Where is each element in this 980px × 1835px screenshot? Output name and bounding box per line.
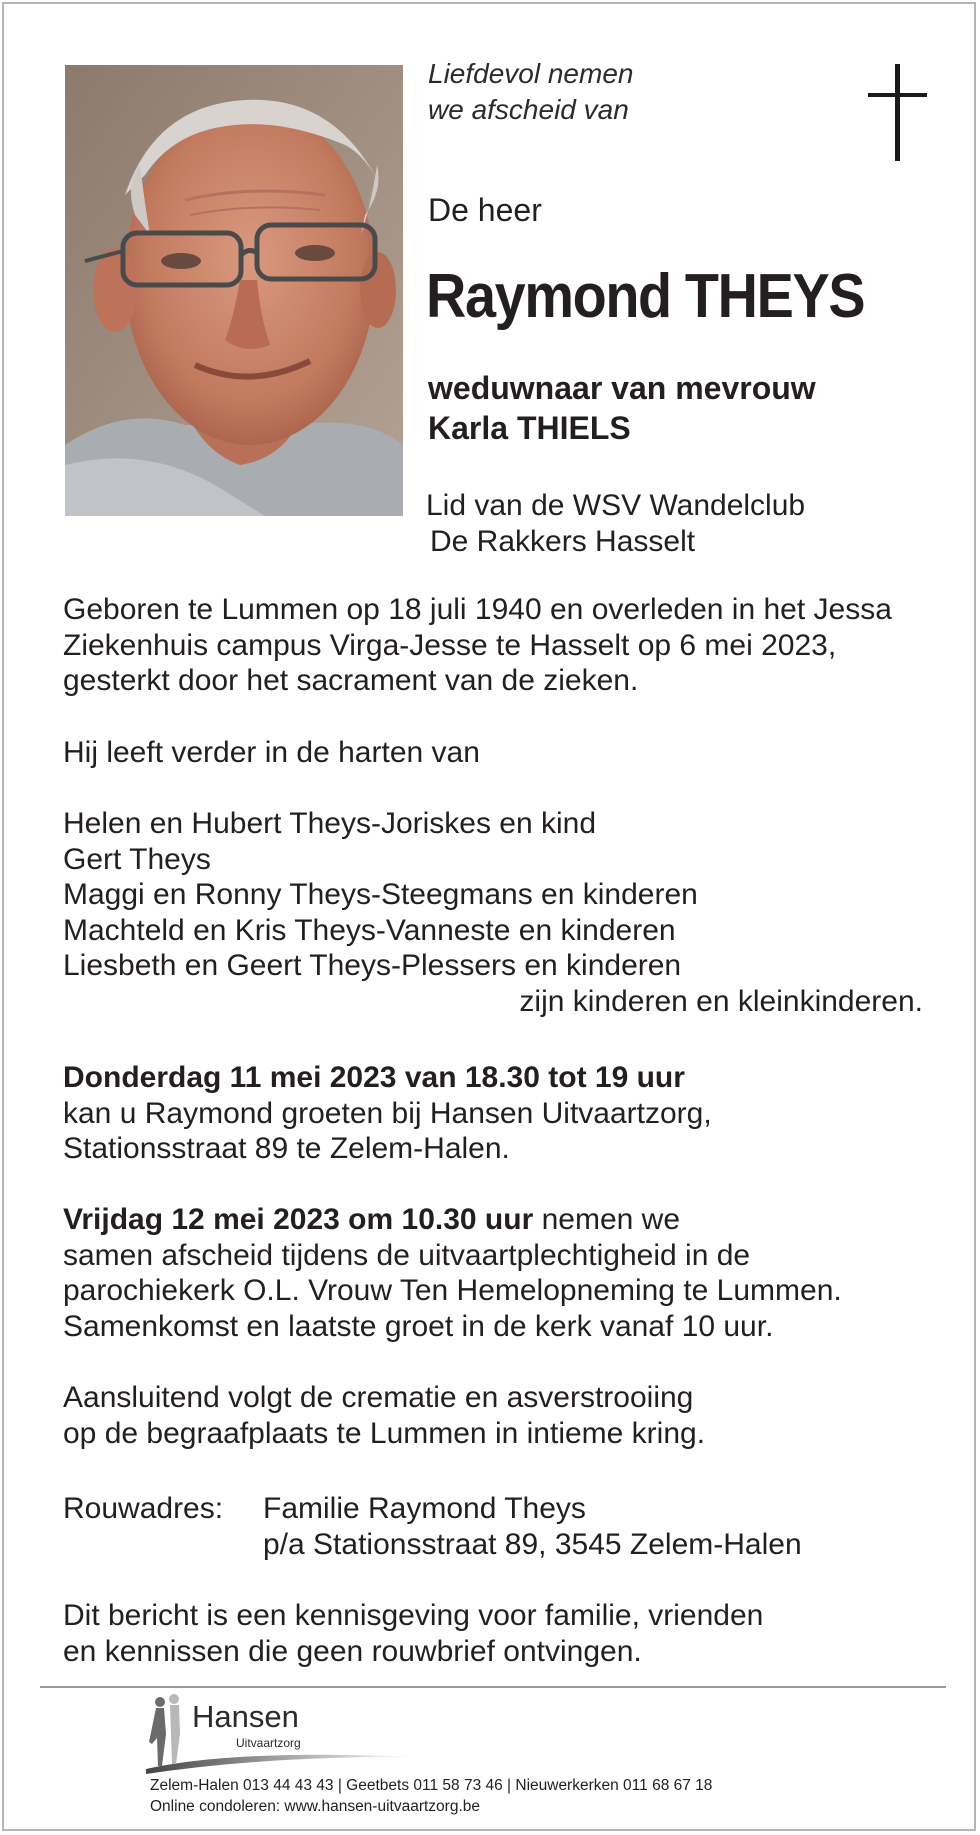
logo-name: Hansen [192, 1699, 299, 1734]
ceremony-line: samen afscheid tijdens de uitvaartplechtigheid in de [63, 1238, 751, 1272]
birth-line: Ziekenhuis campus Virga-Jesse te Hasselt op 6 mei 2023, [63, 628, 837, 662]
birth-line: gesterkt door het sacrament van de zieken. [63, 664, 639, 697]
portrait-photo [65, 65, 403, 516]
mourning-address [63, 1491, 802, 1562]
survivors-intro: Hij leeft verder in de harten van [63, 736, 480, 769]
notice-line: en kennissen die geen rouwbrief ontvingen. [63, 1634, 642, 1668]
divider [40, 1686, 946, 1688]
notice-paragraph [63, 1598, 933, 1669]
spouse-line: Karla THIELS [428, 410, 631, 446]
survivors-role: zijn kinderen en kleinkinderen. [519, 984, 923, 1018]
cremation-line: Aansluitend volgt de crematie en asverstrooiing [63, 1381, 694, 1414]
ceremony-date: Vrijdag 12 mei 2023 om 10.30 uur [63, 1203, 534, 1236]
deceased-name: Raymond THEYS [426, 262, 865, 331]
survivor-item: Helen en Hubert Theys-Joriskes en kind [63, 807, 597, 840]
club-line: De Rakkers Hasselt [430, 525, 696, 558]
address-line: p/a Stationsstraat 89, 3545 Zelem-Halen [263, 1527, 802, 1561]
ceremony-line: Samenkomst en laatste groet in de kerk vanaf 10 uur. [63, 1309, 774, 1343]
intro-text [428, 56, 633, 128]
survivors-list [63, 806, 933, 1019]
visitation-line: Stationsstraat 89 te Zelem-Halen. [63, 1132, 510, 1165]
survivor-item: Maggi en Ronny Theys-Steegmans en kinderen [63, 878, 698, 911]
survivor-item: Gert Theys [63, 842, 211, 876]
ceremony-line: parochiekerk O.L. Vrouw Ten Hemelopneming te Lummen. [63, 1274, 842, 1307]
survivor-item: Liesbeth en Geert Theys-Plessers en kinderen [63, 949, 682, 982]
footer-contact [150, 1775, 712, 1817]
footer-website: Online condoleren: www.hansen-uitvaartzorg.be [150, 1798, 480, 1815]
cremation-line: op de begraafplaats te Lummen in intieme kring. [63, 1416, 706, 1450]
intro-line: Liefdevol nemen [428, 58, 634, 89]
club-info [426, 488, 805, 560]
ceremony-rest: nemen we [533, 1203, 680, 1236]
address-line: Familie Raymond Theys [263, 1492, 586, 1525]
obituary-card [2, 2, 976, 1831]
survivor-item: Machteld en Kris Theys-Vanneste en kinderen [63, 913, 676, 947]
club-line: Lid van de WSV Wandelclub [426, 489, 806, 522]
cremation-paragraph [63, 1380, 933, 1451]
footer-phones: Zelem-Halen 013 44 43 43 | Geetbets 011 58 73 46 | Nieuwerkerken 011 68 67 18 [150, 1777, 713, 1794]
visitation-date: Donderdag 11 mei 2023 van 18.30 tot 19 uur [63, 1061, 685, 1094]
visitation-line: kan u Raymond groeten bij Hansen Uitvaartzorg, [63, 1096, 712, 1130]
logo-subtitle: Uitvaartzorg [236, 1736, 301, 1750]
birth-line: Geboren te Lummen op 18 juli 1940 en overleden in het Jessa [63, 593, 892, 626]
salutation: De heer [428, 192, 542, 228]
address-label: Rouwadres: [63, 1492, 224, 1525]
spouse-line: weduwnaar van mevrouw [428, 370, 816, 406]
notice-line: Dit bericht is een kennisgeving voor familie, vrienden [63, 1599, 764, 1632]
birth-paragraph [63, 592, 933, 699]
visitation-paragraph [63, 1060, 933, 1167]
cross-icon [868, 64, 928, 164]
ceremony-paragraph [63, 1202, 933, 1344]
spouse-info [428, 368, 816, 448]
intro-line: we afscheid van [428, 94, 629, 125]
